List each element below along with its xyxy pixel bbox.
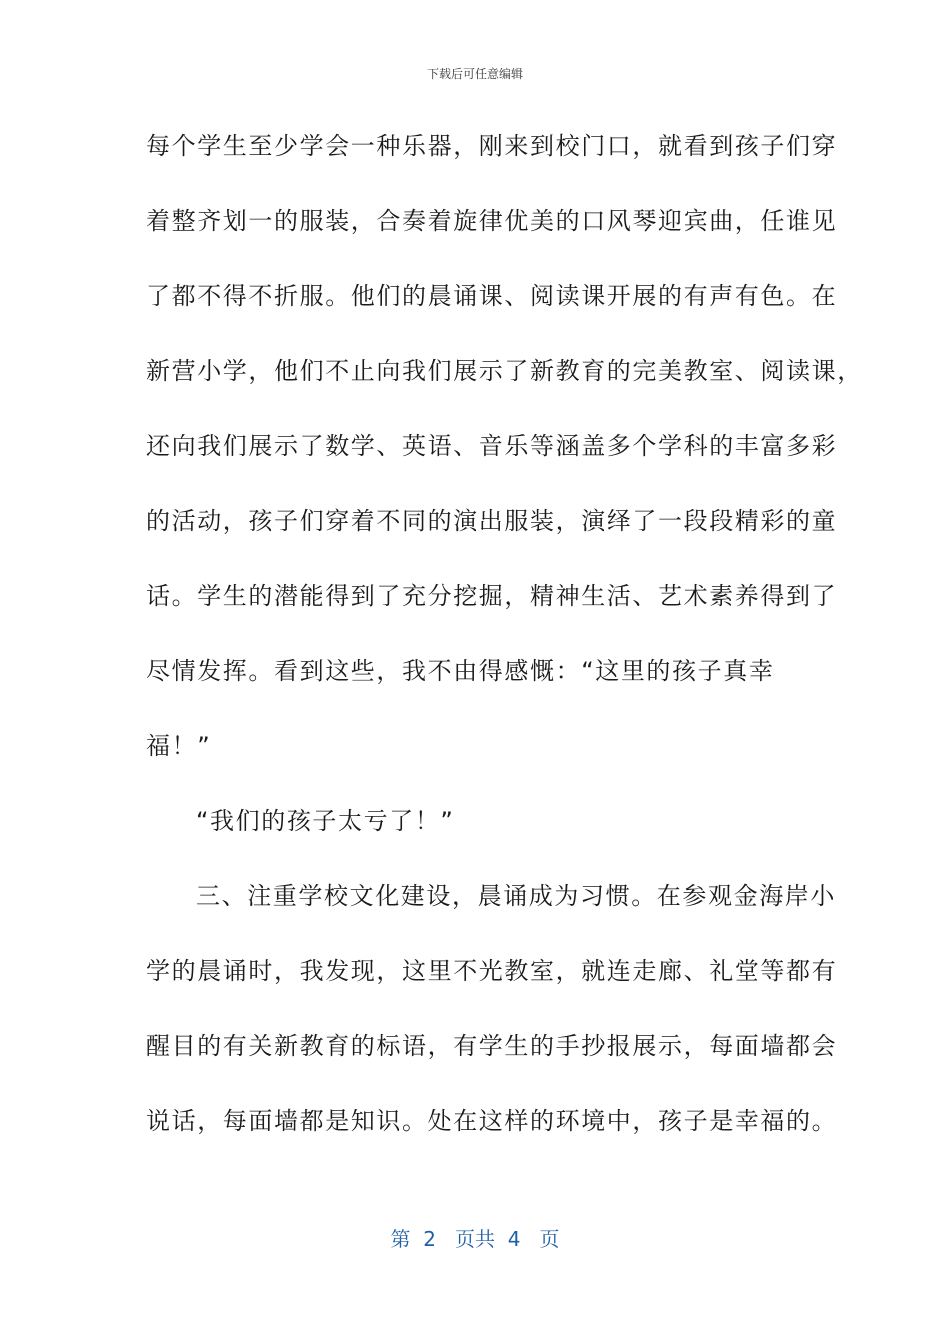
paragraph-line: 还向我们展示了数学、英语、音乐等涵盖多个学科的丰富多彩	[146, 432, 838, 460]
paragraph-line: “我们的孩子太亏了！”	[196, 807, 455, 835]
document-body	[146, 126, 863, 1176]
paragraph-line: 学的晨诵时，我发现，这里不光教室，就连走廊、礼堂等都有	[146, 957, 838, 985]
paragraph-line: 每个学生至少学会一种乐器，刚来到校门口，就看到孩子们穿	[146, 132, 838, 160]
paragraph-line: 着整齐划一的服装，合奏着旋律优美的口风琴迎宾曲，任谁见	[146, 207, 838, 235]
paragraph-line: 说话，每面墙都是知识。处在这样的环境中，孩子是幸福的。	[146, 1107, 838, 1135]
paragraph-line: 三、注重学校文化建设，晨诵成为习惯。在参观金海岸小	[196, 882, 836, 910]
paragraph-line: 新营小学，他们不止向我们展示了新教育的完美教室、阅读课，	[146, 357, 863, 385]
paragraph-line: 了都不得不折服。他们的晨诵课、阅读课开展的有声有色。在	[146, 282, 838, 310]
paragraph-line: 的活动，孩子们穿着不同的演出服装，演绎了一段段精彩的童	[146, 507, 838, 535]
paragraph-line: 醒目的有关新教育的标语，有学生的手抄报展示，每面墙都会	[146, 1032, 838, 1060]
paragraph-line: 尽情发挥。看到这些，我不由得感慨：“这里的孩子真幸	[146, 657, 775, 685]
paragraph-line: 福！”	[146, 732, 212, 760]
paragraph-line: 话。学生的潜能得到了充分挖掘，精神生活、艺术素养得到了	[146, 582, 838, 610]
page-header: 下载后可任意编辑	[426, 67, 523, 81]
page-number-footer: 第 2 页共 4 页	[390, 1227, 560, 1251]
